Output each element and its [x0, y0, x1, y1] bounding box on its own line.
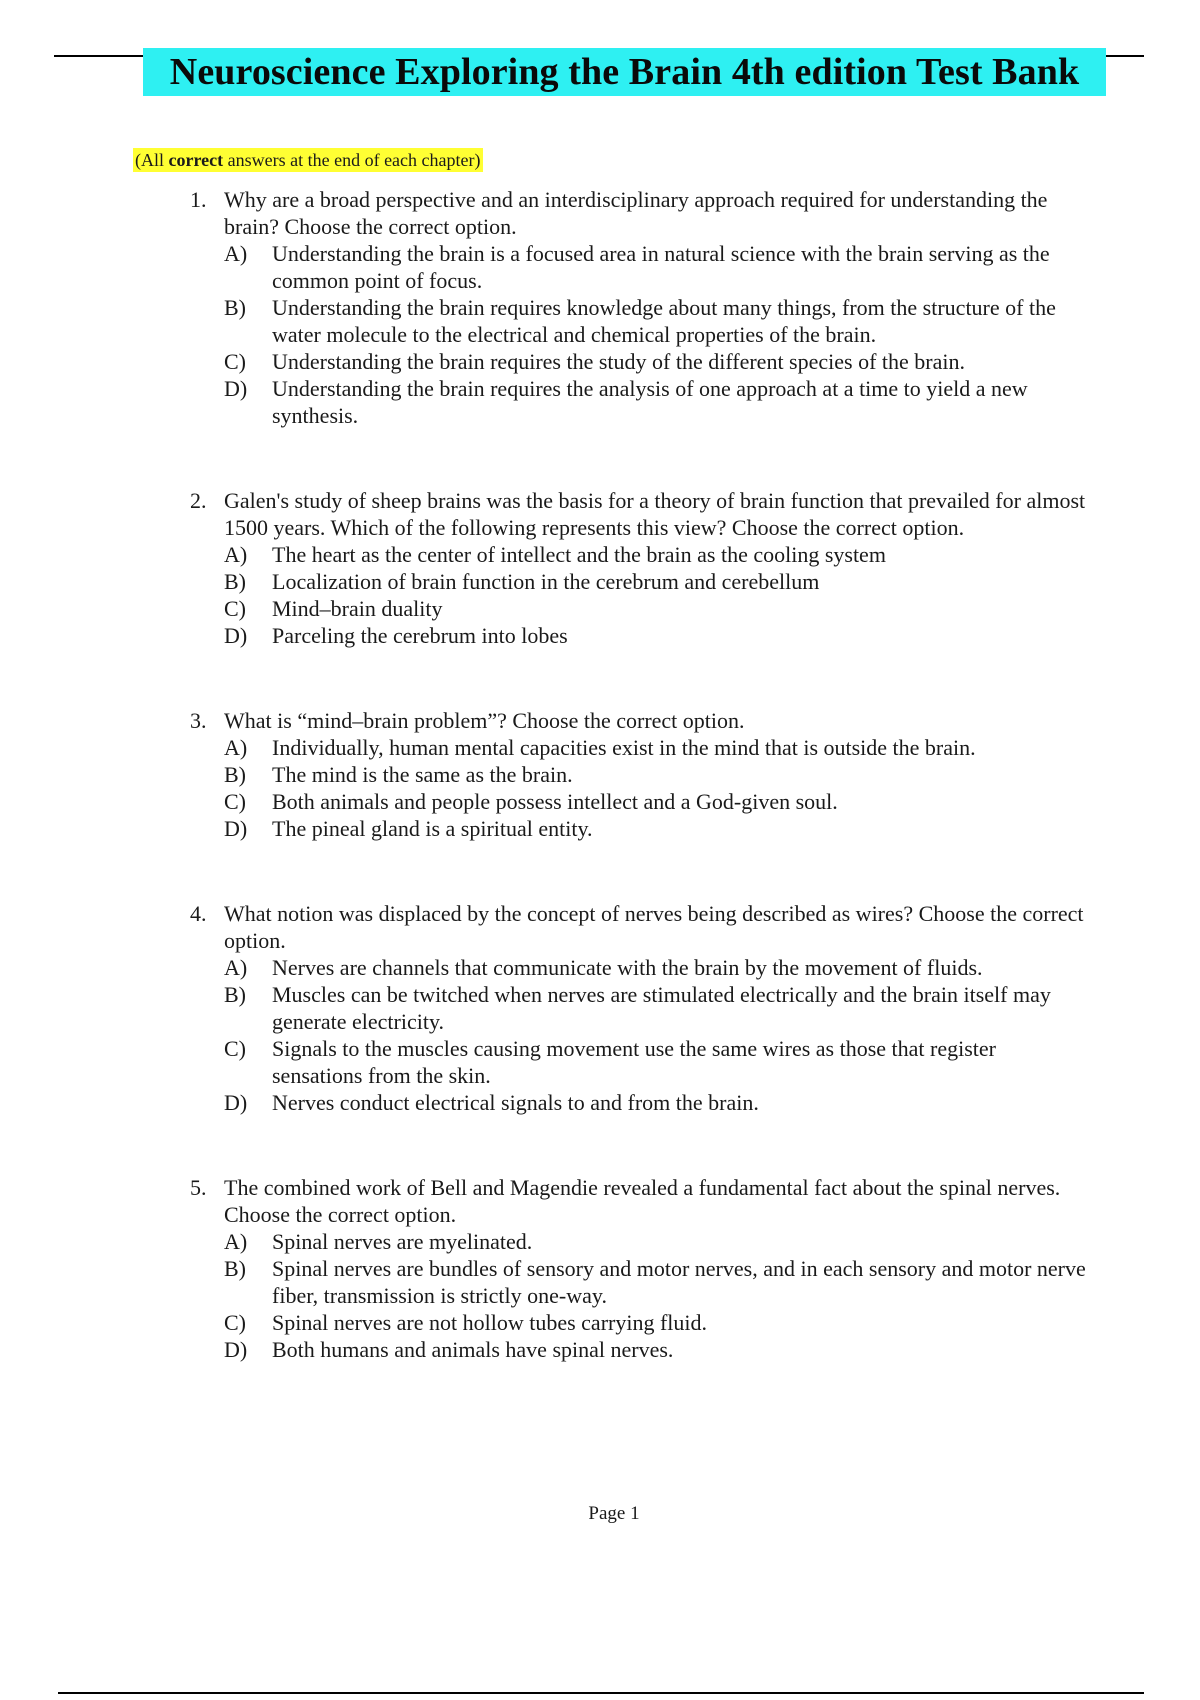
option-letter: D) — [224, 1090, 248, 1115]
question-list — [190, 186, 1090, 1363]
question-stem — [190, 487, 1090, 541]
option-letter: D) — [224, 816, 248, 841]
question-stem — [190, 1174, 1090, 1228]
question-item — [190, 1174, 1090, 1363]
option-text: Understanding the brain requires knowledge about many things, from the structure of the water molecule to the electrical and chemical properties of the brain. — [272, 295, 1056, 347]
option-text: Spinal nerves are bundles of sensory and motor nerves, and in each sensory and motor nerve fiber, transmission is strictly one-way. — [272, 1256, 1086, 1308]
answer-option — [190, 734, 1090, 761]
option-text: Muscles can be twitched when nerves are stimulated electrically and the brain itself may generate electricity. — [272, 982, 1051, 1034]
option-letter: C) — [224, 1036, 246, 1061]
page-number: Page 1 — [588, 1503, 640, 1524]
answers-note — [133, 148, 483, 172]
answer-option — [190, 1255, 1090, 1309]
answer-option — [190, 1089, 1090, 1116]
answer-option — [190, 375, 1090, 429]
answers-note-suffix: answers at the end of each chapter) — [223, 150, 481, 170]
answer-option — [190, 1309, 1090, 1336]
option-text: Both humans and animals have spinal nerves. — [272, 1337, 674, 1362]
option-letter: A) — [224, 735, 248, 760]
question-number: 2. — [190, 488, 207, 513]
option-text: Spinal nerves are not hollow tubes carrying fluid. — [272, 1310, 708, 1335]
option-letter: A) — [224, 955, 248, 980]
question-number: 1. — [190, 187, 207, 212]
answer-option — [190, 954, 1090, 981]
option-text: Nerves conduct electrical signals to and from the brain. — [272, 1090, 759, 1115]
answers-note-bold: correct — [168, 150, 224, 170]
option-letter: B) — [224, 295, 246, 320]
answer-option — [190, 981, 1090, 1035]
answer-option — [190, 815, 1090, 842]
option-letter: B) — [224, 1256, 246, 1281]
answer-option — [190, 1336, 1090, 1363]
option-letter: D) — [224, 1337, 248, 1362]
option-letter: B) — [224, 982, 246, 1007]
option-letter: C) — [224, 596, 246, 621]
question-text: Why are a broad perspective and an interdisciplinary approach required for understanding the brain? Choose the correct option. — [224, 187, 1048, 239]
option-text: Parceling the cerebrum into lobes — [272, 623, 568, 648]
option-text: Nerves are channels that communicate with the brain by the movement of fluids. — [272, 955, 983, 980]
option-text: Localization of brain function in the cerebrum and cerebellum — [272, 569, 820, 594]
option-text: The pineal gland is a spiritual entity. — [272, 816, 593, 841]
option-letter: C) — [224, 789, 246, 814]
header-rule-left — [54, 55, 144, 57]
option-text: Understanding the brain requires the analysis of one approach at a time to yield a new synthesis. — [272, 376, 1028, 428]
option-text: Understanding the brain requires the study of the different species of the brain. — [272, 349, 965, 374]
answer-option — [190, 788, 1090, 815]
option-text: The mind is the same as the brain. — [272, 762, 573, 787]
option-text: The heart as the center of intellect and the brain as the cooling system — [272, 542, 886, 567]
page-title: Neuroscience Exploring the Brain 4th edition Test Bank — [143, 48, 1106, 96]
answer-option — [190, 541, 1090, 568]
question-item — [190, 900, 1090, 1116]
answer-option — [190, 348, 1090, 375]
answer-option — [190, 1035, 1090, 1089]
option-text: Spinal nerves are myelinated. — [272, 1229, 533, 1254]
question-number: 5. — [190, 1175, 207, 1200]
question-item — [190, 487, 1090, 649]
question-text: Galen's study of sheep brains was the basis for a theory of brain function that prevailed for almost 1500 years. Which of the following represents this view? Choose the correct option. — [224, 488, 1086, 540]
option-text: Mind–brain duality — [272, 596, 443, 621]
option-text: Signals to the muscles causing movement use the same wires as those that register sensations from the skin. — [272, 1036, 997, 1088]
option-text: Understanding the brain is a focused area in natural science with the brain serving as the common point of focus. — [272, 241, 1050, 293]
question-stem — [190, 707, 1090, 734]
question-item — [190, 186, 1090, 429]
option-letter: A) — [224, 241, 248, 266]
option-letter: D) — [224, 623, 248, 648]
question-number: 4. — [190, 901, 207, 926]
header-rule-right — [1106, 55, 1144, 57]
option-letter: B) — [224, 569, 246, 594]
option-letter: A) — [224, 542, 248, 567]
option-letter: C) — [224, 349, 246, 374]
answer-option — [190, 622, 1090, 649]
answer-option — [190, 294, 1090, 348]
option-letter: A) — [224, 1229, 248, 1254]
answers-note-prefix: (All — [135, 150, 169, 170]
answer-option — [190, 240, 1090, 294]
answer-option — [190, 568, 1090, 595]
option-letter: D) — [224, 376, 248, 401]
question-text: What is “mind–brain problem”? Choose the correct option. — [224, 708, 745, 733]
question-stem — [190, 900, 1090, 954]
question-text: The combined work of Bell and Magendie revealed a fundamental fact about the spinal nerves. Choose the correct option. — [224, 1175, 1061, 1227]
answer-option — [190, 595, 1090, 622]
question-stem — [190, 186, 1090, 240]
question-item — [190, 707, 1090, 842]
question-number: 3. — [190, 708, 207, 733]
option-text: Both animals and people possess intellect and a God-given soul. — [272, 789, 838, 814]
answer-option — [190, 1228, 1090, 1255]
answer-option — [190, 761, 1090, 788]
question-text: What notion was displaced by the concept of nerves being described as wires? Choose the correct option. — [224, 901, 1084, 953]
footer-rule — [58, 1692, 1144, 1694]
option-letter: C) — [224, 1310, 246, 1335]
option-letter: B) — [224, 762, 246, 787]
option-text: Individually, human mental capacities exist in the mind that is outside the brain. — [272, 735, 976, 760]
